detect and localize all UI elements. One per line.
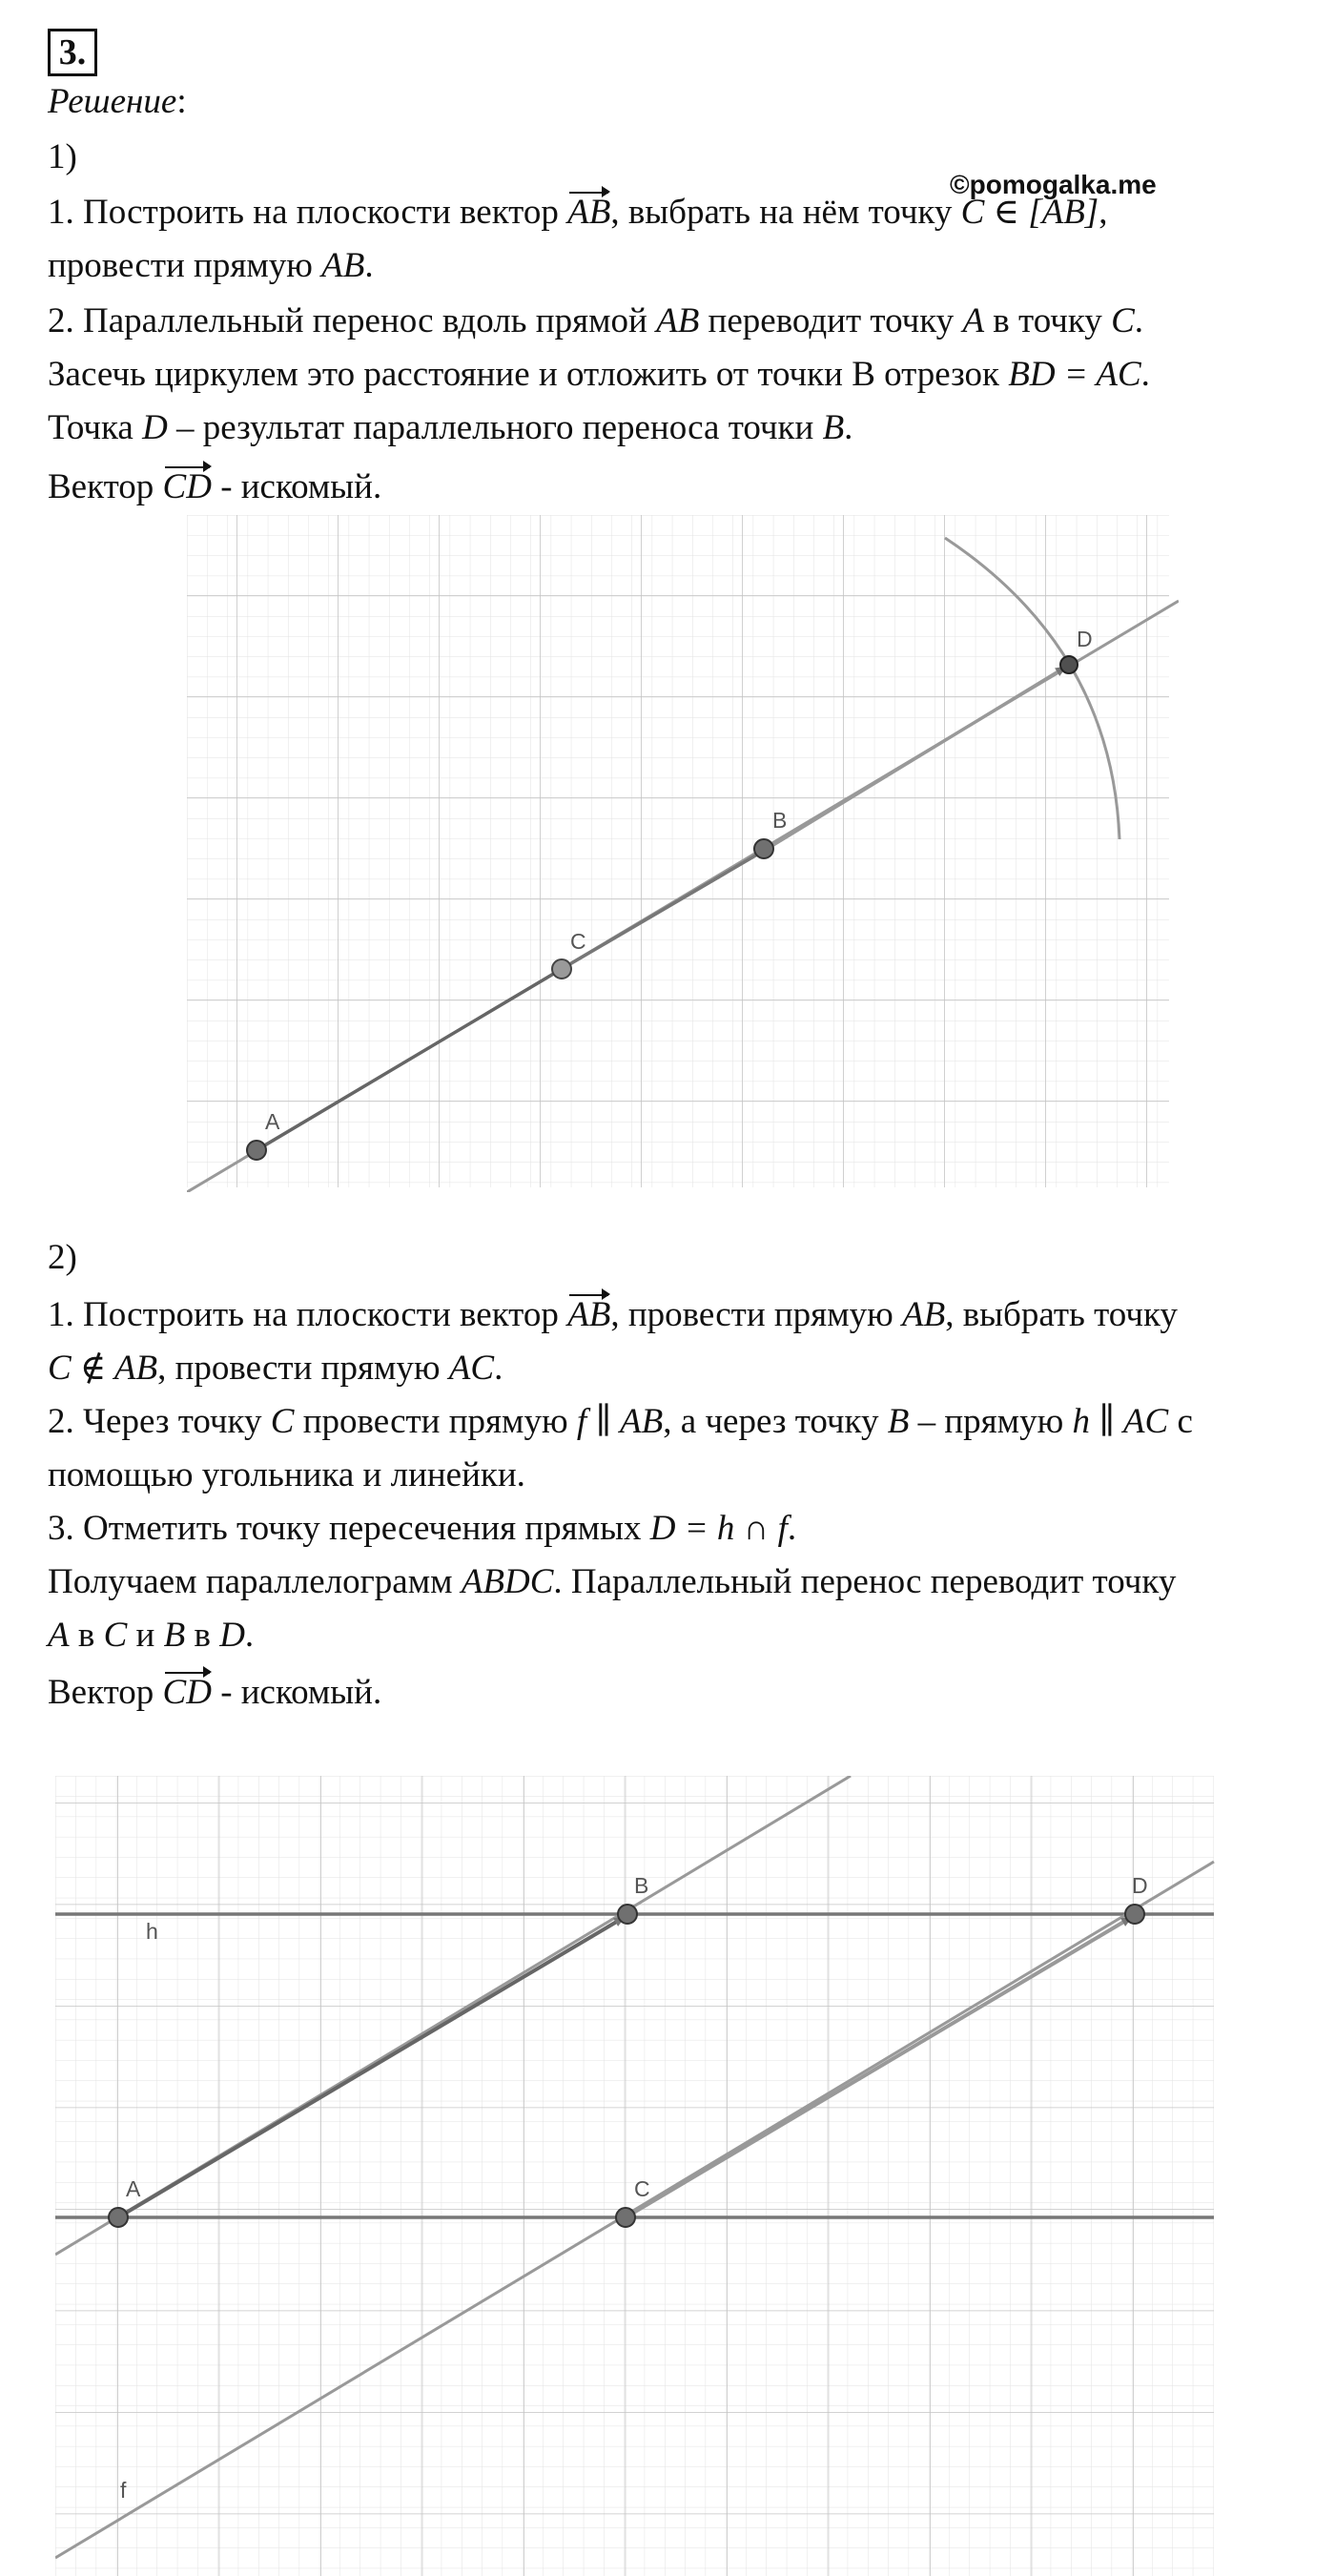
point-d: [1060, 656, 1078, 673]
point-c: [616, 2208, 635, 2227]
label-b: B: [634, 1873, 649, 1898]
part1-step1: 1. Построить на плоскости вектор AB, выбрать на нём точку C ∈ [AB],: [48, 191, 1107, 235]
label-d: D: [1077, 627, 1093, 651]
figure1: [187, 515, 1179, 1192]
problem-number: 3.: [48, 29, 97, 76]
point-c: [552, 959, 571, 979]
label-c: C: [570, 929, 586, 954]
label-f: f: [120, 2478, 127, 2503]
watermark: ©pomogalka.me: [950, 170, 1157, 199]
point-a: [109, 2208, 128, 2227]
part2-step1-cont: C ∉ AB, провести прямую AC.: [48, 1349, 503, 1388]
part1-step2: 2. Параллельный перенос вдоль прямой AB переводит точку A в точку C.: [48, 301, 1143, 340]
label-b: B: [772, 808, 788, 833]
part1-step1-cont: провести прямую AB.: [48, 246, 374, 285]
label-c: C: [634, 2176, 650, 2201]
part1-point-d: Точка D – результат параллельного переноса точки B.: [48, 408, 853, 447]
point-b: [618, 1905, 637, 1924]
point-a: [247, 1141, 266, 1160]
solution-label: Решение:: [48, 82, 187, 121]
point-d: [1125, 1905, 1144, 1924]
figure2: [55, 1776, 1219, 2576]
part1-step2-cont: Засечь циркулем это расстояние и отложить от точки В отрезок BD = AC.: [48, 355, 1150, 394]
point-b: [754, 839, 773, 858]
label-a: A: [265, 1109, 280, 1134]
part2-step3: 3. Отметить точку пересечения прямых D = h ∩ f.: [48, 1509, 797, 1548]
major-grid: [187, 515, 1169, 1187]
label-a: A: [126, 2176, 141, 2201]
part2-result-cont: A в C и B в D.: [48, 1616, 255, 1655]
label-d: D: [1132, 1873, 1148, 1898]
part1-label: 1): [48, 137, 77, 176]
part2-step2: 2. Через точку C провести прямую f ∥ AB, а через точку B – прямую h ∥ AC с: [48, 1402, 1193, 1441]
part2-step2-cont: помощью угольника и линейки.: [48, 1455, 525, 1494]
part1-answer: Вектор CD - искомый.: [48, 465, 381, 509]
label-h: h: [146, 1919, 158, 1944]
part2-label: 2): [48, 1238, 77, 1277]
part2-answer: Вектор CD - искомый.: [48, 1671, 381, 1715]
part2-result: Получаем параллелограмм ABDC. Параллельный перенос переводит точку: [48, 1562, 1177, 1601]
part2-step1: 1. Построить на плоскости вектор AB, провести прямую AB, выбрать точку: [48, 1293, 1178, 1337]
